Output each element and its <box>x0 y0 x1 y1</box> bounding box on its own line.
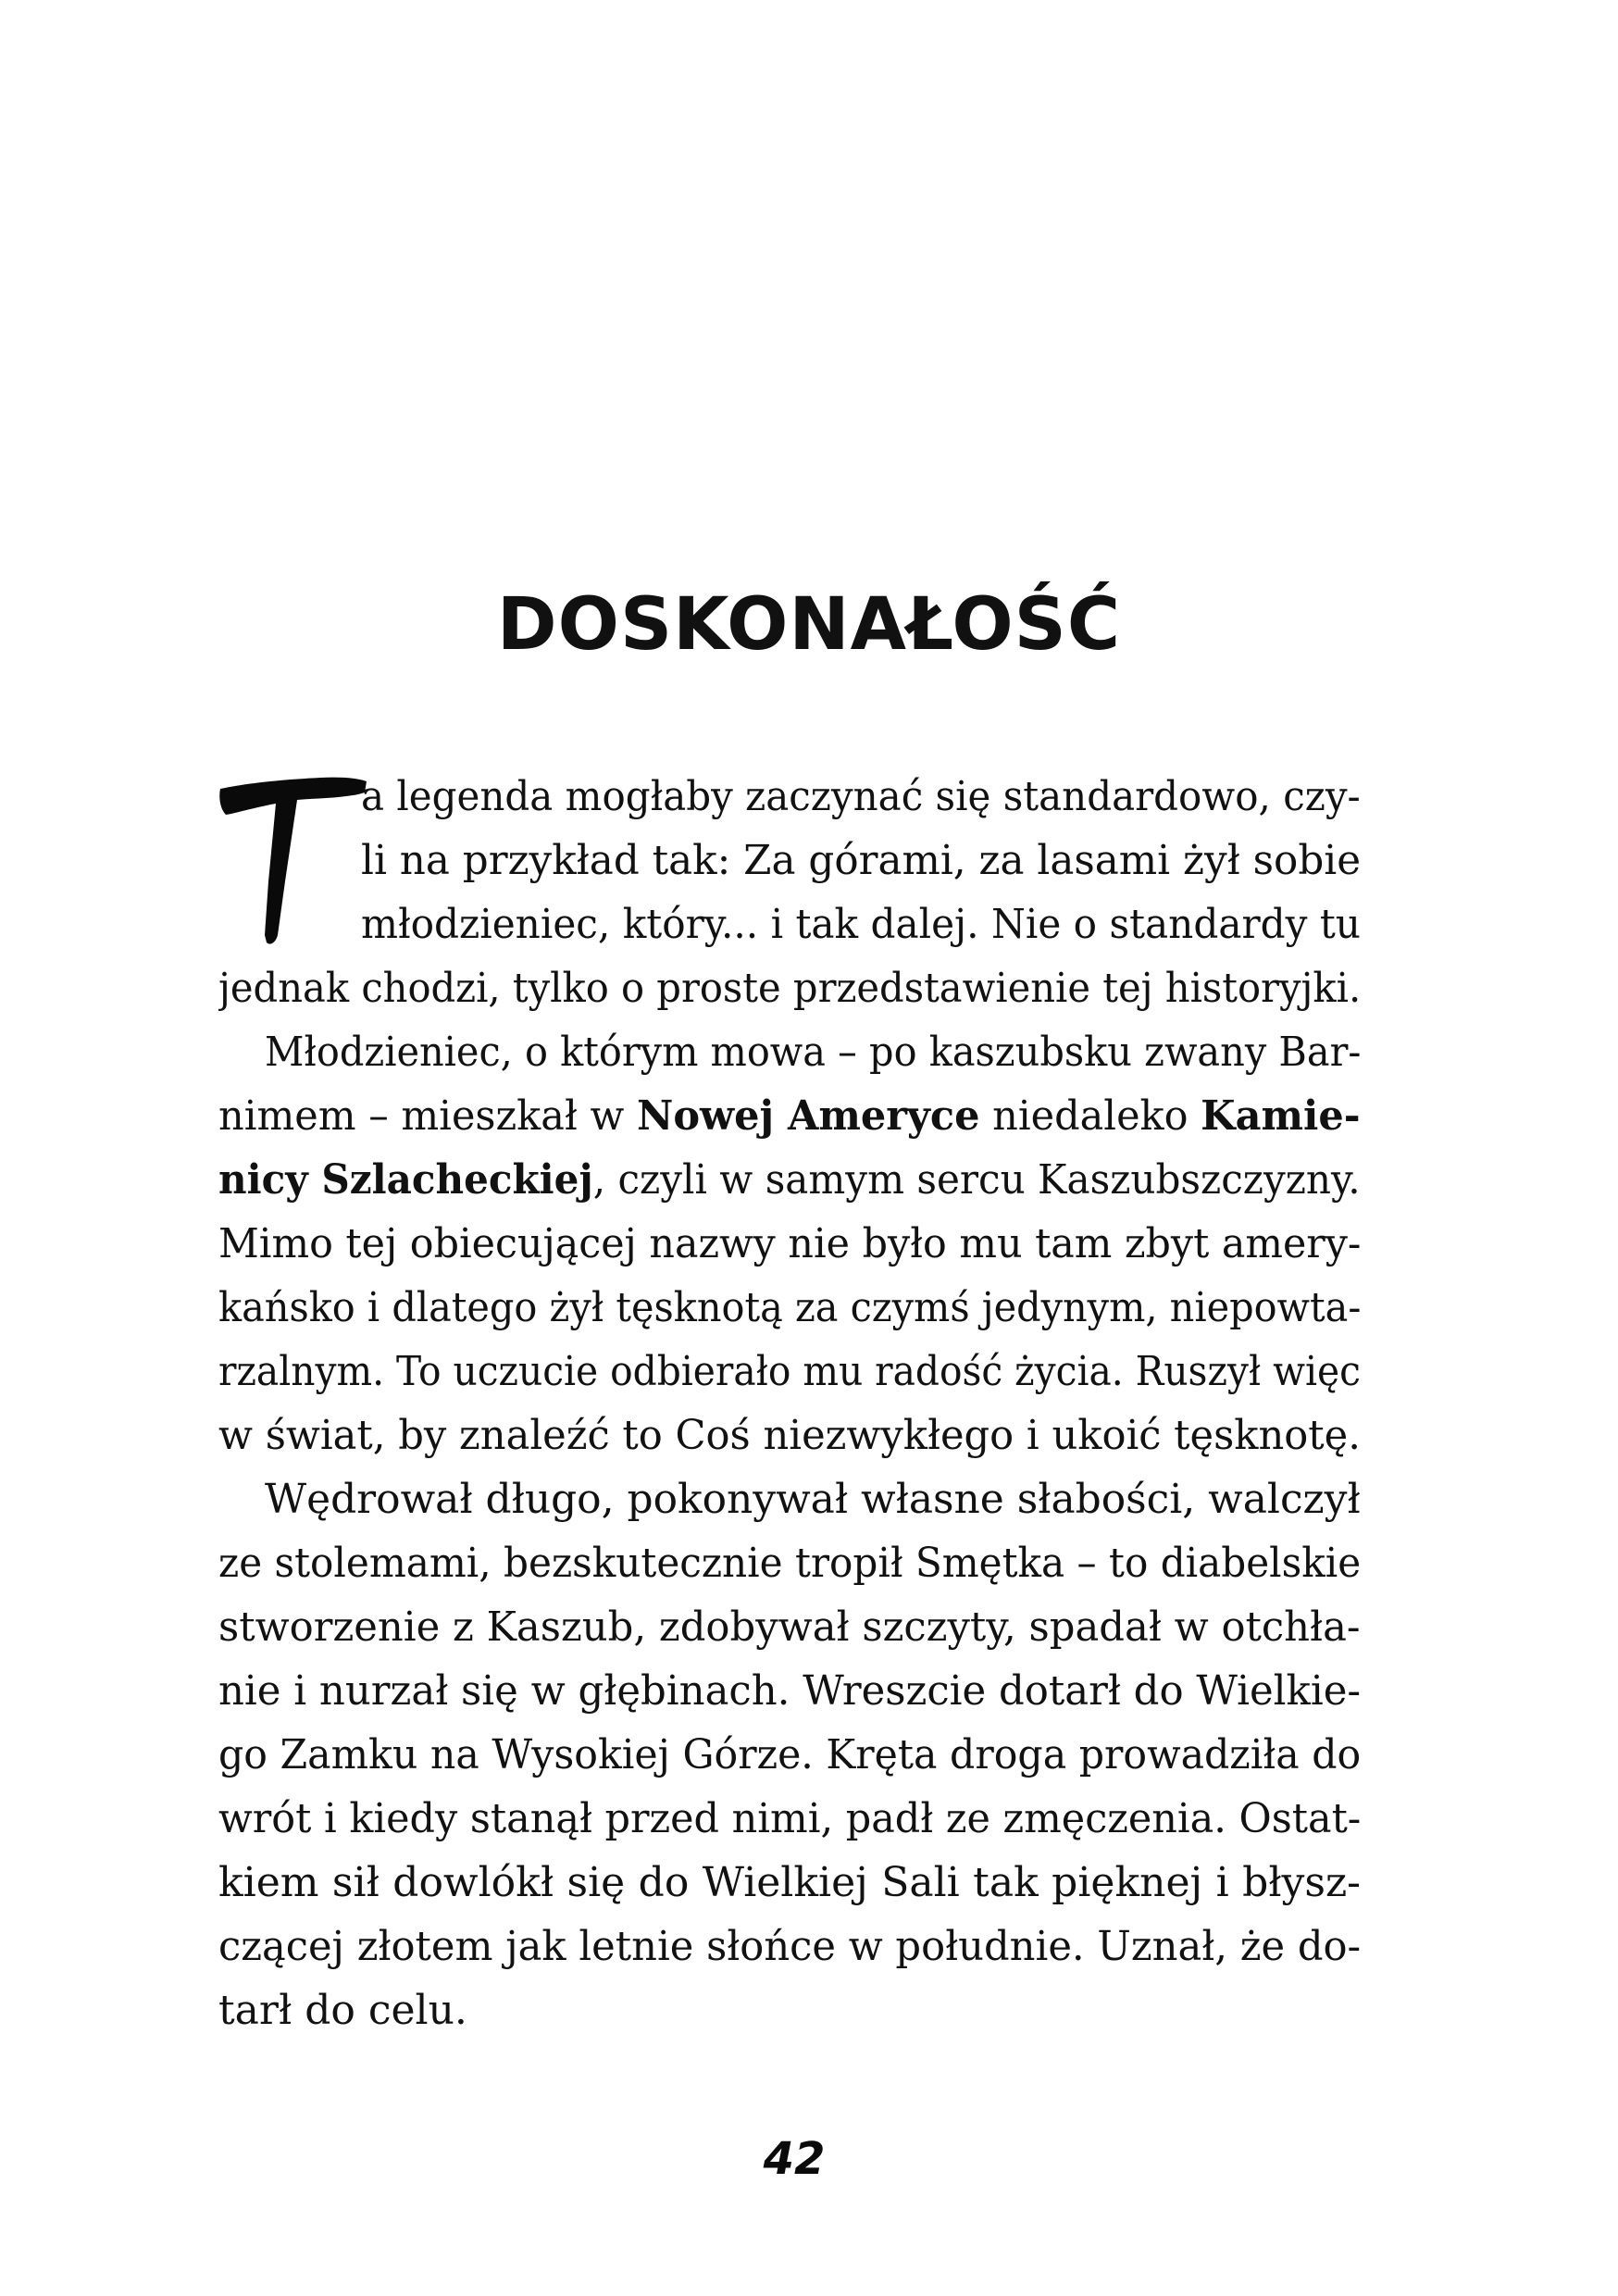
bold-text: nicy Szlacheckiej <box>218 1156 593 1204</box>
text-segment: kańsko i dlatego żył tęsknotą za czymś jedynym, niepowta- <box>218 1284 1361 1331</box>
text-line <box>218 1467 1361 1531</box>
text-segment: li na przykład tak: Za górami, za lasami żył sobie <box>361 837 1361 884</box>
text-segment: rzalnym. To uczucie odbierało mu radość życia. Ruszył więc <box>218 1348 1361 1395</box>
text-line <box>218 1084 1361 1148</box>
text-line <box>218 1723 1361 1787</box>
text-segment: jednak chodzi, tylko o proste przedstawienie tej historyjki. <box>218 965 1361 1012</box>
text-segment: ze stolemami, bezskutecznie tropił Smętka – to diabelskie <box>218 1540 1361 1587</box>
text-line <box>218 1020 1361 1084</box>
text-segment: Wędrował długo, pokonywał własne słabości, walczył <box>265 1476 1361 1523</box>
text-line <box>218 1915 1361 1978</box>
text-line <box>218 892 1361 956</box>
body-text <box>218 765 1361 2042</box>
text-line <box>218 1404 1361 1467</box>
text-segment: , czyli w samym sercu Kaszubszczyzny. <box>592 1156 1361 1204</box>
text-segment: wrót i kiedy stanął przed nimi, padł ze zmęczenia. Ostat- <box>218 1795 1361 1842</box>
text-line <box>218 1340 1361 1404</box>
page-number <box>757 2129 831 2185</box>
text-segment: nimem – mieszkał w <box>218 1092 638 1140</box>
text-line <box>218 829 1361 892</box>
text-segment: czącej złotem jak letnie słońce w południe. Uznał, że do- <box>218 1923 1361 1970</box>
text-line <box>218 1787 1361 1851</box>
text-line <box>218 956 1361 1020</box>
paragraph <box>218 1467 1361 2042</box>
text-line <box>218 765 1361 829</box>
text-segment: niedaleko <box>979 1092 1201 1140</box>
text-segment: go Zamku na Wysokiej Górze. Kręta droga prowadziła do <box>218 1731 1361 1778</box>
text-segment: młodzieniec, który... i tak dalej. Nie o standardy tu <box>361 901 1361 948</box>
bold-text: Kamie- <box>1201 1092 1361 1140</box>
text-line <box>218 1978 1361 2042</box>
chapter-title: DOSKONAŁOŚĆ <box>496 583 1122 667</box>
text-segment: Młodzieniec, o którym mowa – po kaszubsku zwany Bar- <box>265 1029 1361 1076</box>
text-segment: kiem sił dowlókł się do Wielkiej Sali tak pięknej i błysz- <box>218 1859 1361 1906</box>
text-segment: Mimo tej obiecującej nazwy nie było mu tam zbyt amery- <box>218 1220 1361 1267</box>
text-segment: w świat, by znaleźć to Coś niezwykłego i ukoić tęsknotę. <box>218 1412 1361 1459</box>
bold-text: Nowej Ameryce <box>637 1092 980 1140</box>
text-line <box>218 1659 1361 1723</box>
text-segment: stworzenie z Kaszub, zdobywał szczyty, spadał w otchła- <box>218 1603 1361 1651</box>
text-line <box>218 1595 1361 1659</box>
page-number-text: 42 <box>763 2133 826 2185</box>
paragraph <box>218 1020 1361 1467</box>
text-line <box>218 1851 1361 1915</box>
text-line <box>218 1148 1361 1212</box>
text-line <box>218 1531 1361 1595</box>
text-segment: nie i nurzał się w głębinach. Wreszcie dotarł do Wielkie- <box>218 1667 1361 1715</box>
text-line <box>218 1276 1361 1340</box>
text-line <box>218 1212 1361 1276</box>
text-segment: a legenda mogłaby zaczynać się standardowo, czy- <box>361 773 1361 820</box>
paragraph <box>218 765 1361 1020</box>
text-segment: tarł do celu. <box>218 1987 467 2034</box>
